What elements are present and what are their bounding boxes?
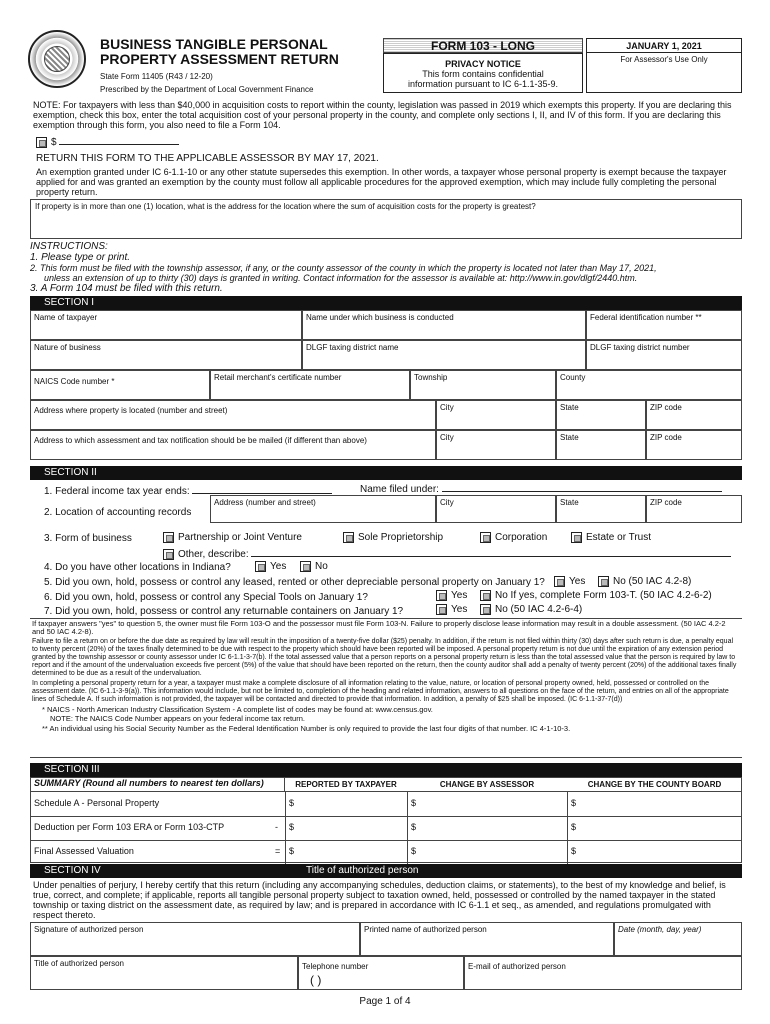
signature-label: Signature of authorized person: [34, 925, 144, 934]
business-name-field[interactable]: [302, 310, 586, 340]
q5-no[interactable]: [598, 576, 691, 587]
minus-sign: -: [275, 822, 278, 832]
sole-label: Sole Proprietorship: [358, 532, 444, 544]
corporation-label: Corporation: [495, 532, 548, 544]
records-state-label: State: [560, 498, 579, 507]
q4-no[interactable]: [300, 561, 328, 572]
q6-no-label: No If yes, complete Form 103-T. (50 IAC 4.2-6-2): [495, 590, 712, 602]
q7-no-label: No (50 IAC 4.2-6-4): [495, 604, 583, 616]
reported-header: REPORTED BY TAXPAYER: [285, 778, 407, 792]
instruction-3: 3. A Form 104 must be filed with this return.: [30, 283, 223, 294]
dollar: $: [411, 798, 417, 808]
name-filed-label: Name filed under:: [360, 484, 439, 495]
summary-header: SUMMARY (Round all numbers to nearest ten dollars): [31, 778, 285, 792]
board-deduction[interactable]: [571, 822, 576, 832]
property-state-field[interactable]: [556, 400, 646, 430]
records-zip-label: ZIP code: [650, 498, 682, 507]
printed-name-field[interactable]: [360, 922, 614, 956]
township-label: Township: [414, 373, 448, 382]
perjury-statement: Under penalties of perjury, I hereby certify that this return (including any accompanying schedules, deduction claims, or statements), to the best of my knowledge and belief, is true, correct, and complete; if applicable, reports all tangible personal property subject to taxation owned, held, possessed or controlled by the named taxpayer in the stated township or taxing district on the assessment date, as required by law; and is prepared in accordance with IC 6-1.1 et seq., as amended, and regulations promulgated with respect thereto.: [33, 880, 726, 920]
mailing-address-field[interactable]: [30, 430, 436, 460]
prescribed-by: Prescribed by the Department of Local Government Finance: [100, 85, 314, 94]
section-4-header: [30, 864, 742, 878]
printed-name-label: Printed name of authorized person: [364, 925, 487, 934]
estate-label: Estate or Trust: [586, 532, 652, 544]
q5-no-checkbox[interactable]: [598, 576, 609, 587]
property-state-label: State: [560, 403, 579, 412]
final-valuation-label: Final Assessed Valuation: [34, 846, 134, 856]
dollar: $: [571, 798, 577, 808]
mailing-address-label: Address to which assessment and tax notification should be be mailed (if different than above): [34, 436, 367, 445]
title-label: Title of authorized person: [34, 959, 124, 968]
title-line1: BUSINESS TANGIBLE PERSONAL: [100, 36, 328, 52]
privacy-title: PRIVACY NOTICE: [445, 59, 521, 69]
sole-checkbox[interactable]: [343, 532, 354, 543]
q6-yes[interactable]: [436, 590, 467, 601]
other-label: Other, describe:: [178, 549, 249, 560]
dollar: $: [571, 846, 577, 856]
signature-verification-title: Title of authorized person: [306, 865, 419, 876]
name-filed-field[interactable]: [442, 482, 722, 492]
state-form-number: State Form 11405 (R43 / 12-20): [100, 72, 213, 81]
q5-no-label: No (50 IAC 4.2-8): [613, 576, 692, 588]
mailing-zip-field[interactable]: [646, 430, 742, 460]
partnership-checkbox[interactable]: [163, 532, 174, 543]
naics-code-label: NAICS Code number *: [34, 377, 115, 386]
telephone-field[interactable]: [298, 956, 464, 990]
name-filed-under: [360, 482, 722, 495]
signature-field[interactable]: [30, 922, 360, 956]
q6-label: 6. Did you own, hold, possess or control any Special Tools on January 1?: [44, 592, 368, 603]
privacy-notice-box: [383, 53, 583, 93]
equals-sign: =: [275, 846, 281, 856]
page-number: Page 1 of 4: [359, 996, 411, 1007]
q4-yes-checkbox[interactable]: [255, 561, 266, 572]
q4-no-checkbox[interactable]: [300, 561, 311, 572]
dlgf-district-number-label: DLGF taxing district number: [590, 343, 690, 352]
q4-no-label: No: [315, 561, 328, 573]
instruction-2: 2. This form must be filed with the township assessor, if any, or the county assessor of the county in which the property is located not later than May 17, 2021,: [30, 263, 657, 273]
q7-yes[interactable]: [436, 604, 467, 615]
mailing-zip-label: ZIP code: [650, 433, 682, 442]
dollar: $: [289, 846, 295, 856]
date-field[interactable]: [614, 922, 742, 956]
section-1-header: SECTION I: [30, 296, 742, 310]
state-seal: [28, 30, 86, 88]
assessor-schedule-a[interactable]: [411, 798, 416, 808]
assessor-deduction[interactable]: [411, 822, 416, 832]
board-header: CHANGE BY THE COUNTY BOARD: [567, 778, 742, 792]
assessor-use-label: For Assessor's Use Only: [620, 55, 708, 64]
q7-label: 7. Did you own, hold, possess or control any returnable containers on January 1?: [44, 606, 404, 617]
schedule-a-label: Schedule A - Personal Property: [34, 798, 160, 808]
dollar: $: [289, 822, 295, 832]
instruction-2b: unless an extension of up to thirty (30) days is granted in writing. Contact information for the assessor is available at: http://www.in.gov/dlgf/2440.htm.: [44, 273, 638, 283]
email-field[interactable]: [464, 956, 742, 990]
form-number: FORM 103 - LONG: [383, 38, 583, 53]
reported-schedule-a[interactable]: [289, 798, 294, 808]
corporation-checkbox[interactable]: [480, 532, 491, 543]
section-2-header: SECTION II: [30, 466, 742, 480]
q4-other-locations: [44, 562, 231, 573]
property-address-label: Address where property is located (number and street): [34, 406, 228, 415]
assessor-final[interactable]: [411, 846, 416, 856]
mailing-city-label: City: [440, 433, 454, 442]
q7-no[interactable]: [480, 604, 582, 615]
form-date: JANUARY 1, 2021: [587, 39, 741, 53]
exemption-note: NOTE: For taxpayers with less than $40,000 in acquisition costs to report within the county, legislation was passed in 2019 which exempts this property. If you are declaring this exemption, check this box, enter the total acquisition cost of your personal property in the county, and complete only sections I, II, and IV of this form. If you are declaring this exemption through this form, you also need to file a Form 104.: [33, 100, 732, 130]
naics-note: * NAICS - North American Industry Classification System - A complete list of codes may be found at: www.census.gov.: [42, 705, 433, 714]
telephone-label: Telephone number: [302, 962, 369, 971]
q7-no-checkbox[interactable]: [480, 604, 491, 615]
nature-of-business-field[interactable]: [30, 340, 302, 370]
option-partnership[interactable]: [163, 532, 302, 543]
other-describe-field[interactable]: [251, 547, 731, 557]
property-city-field[interactable]: [436, 400, 556, 430]
q4-label: 4. Do you have other locations in Indiana?: [44, 562, 231, 573]
title-line2: PROPERTY ASSESSMENT RETURN: [100, 51, 339, 67]
exemption-statement: An exemption granted under IC 6-1.1-10 or any other statute supersedes this exemption. In other words, a taxpayer whose personal property is exempt because the taxpayer applied for and was granted an exemption by the county must follow all applicable procedures for the approved exemption, which may include fully completing the personal property return.: [36, 167, 727, 197]
dollar: $: [411, 846, 417, 856]
exemption-checkbox-row: [36, 135, 179, 148]
property-city-label: City: [440, 403, 454, 412]
mailing-state-field[interactable]: [556, 430, 646, 460]
summary-table: [30, 777, 742, 863]
privacy-line1: This form contains confidential: [422, 69, 544, 79]
retail-certificate-label: Retail merchant's certificate number: [214, 373, 342, 382]
county-field[interactable]: [556, 370, 742, 400]
tax-year-field[interactable]: [192, 484, 332, 494]
form-of-business-label: 3. Form of business: [44, 533, 132, 544]
option-corporation[interactable]: [480, 532, 547, 543]
dollar: $: [289, 798, 295, 808]
option-estate[interactable]: [571, 532, 651, 543]
reported-final[interactable]: [289, 846, 294, 856]
instruction-1: 1. Please type or print.: [30, 252, 131, 263]
q6-no[interactable]: [480, 590, 712, 601]
location-question-box[interactable]: [30, 199, 742, 239]
ssn-note: ** An individual using his Social Security Number as the Federal Identification Number is only required to provide the last four digits of that number. IC 4-1-10-3.: [42, 724, 571, 733]
q4-yes-label: Yes: [270, 561, 287, 573]
records-address-field[interactable]: [210, 495, 436, 523]
instructions-title: INSTRUCTIONS:: [30, 241, 108, 252]
county-label: County: [560, 373, 586, 382]
estate-checkbox[interactable]: [571, 532, 582, 543]
township-field[interactable]: [410, 370, 556, 400]
records-city-label: City: [440, 498, 454, 507]
section-2-notes: [30, 618, 742, 758]
q5-yes-label: Yes: [569, 576, 586, 588]
option-other[interactable]: [163, 547, 731, 560]
partnership-label: Partnership or Joint Venture: [178, 532, 302, 544]
records-city-field[interactable]: [436, 495, 556, 523]
email-label: E-mail of authorized person: [468, 962, 566, 971]
q5-label: 5. Did you own, hold, possess or control any leased, rented or other depreciable personal property on January 1?: [44, 577, 545, 588]
location-question: If property is in more than one (1) location, what is the address for the location where the sum of acquisition costs for the property is greatest?: [35, 202, 536, 211]
dlgf-district-name-field[interactable]: [302, 340, 586, 370]
name-of-taxpayer-field[interactable]: [30, 310, 302, 340]
dollar: $: [411, 822, 417, 832]
assessor-header: CHANGE BY ASSESSOR: [407, 778, 567, 792]
q6-no-checkbox[interactable]: [480, 590, 491, 601]
return-by-date: RETURN THIS FORM TO THE APPLICABLE ASSESSOR BY MAY 17, 2021.: [36, 153, 379, 164]
property-zip-field[interactable]: [646, 400, 742, 430]
dlgf-district-number-field[interactable]: [586, 340, 742, 370]
naics-code-field[interactable]: [30, 370, 210, 400]
records-zip-field[interactable]: [646, 495, 742, 523]
retail-certificate-field[interactable]: [210, 370, 410, 400]
option-sole[interactable]: [343, 532, 443, 543]
q6-yes-checkbox[interactable]: [436, 590, 447, 601]
q4-yes[interactable]: [255, 561, 286, 572]
property-address-field[interactable]: [30, 400, 436, 430]
q7-yes-checkbox[interactable]: [436, 604, 447, 615]
board-final[interactable]: [571, 846, 576, 856]
assessor-use-box: [586, 38, 742, 93]
date-label: Date (month, day, year): [618, 925, 702, 934]
records-state-field[interactable]: [556, 495, 646, 523]
tax-year-label: 1. Federal income tax year ends:: [44, 486, 190, 497]
other-checkbox[interactable]: [163, 549, 174, 560]
naics-note-b: NOTE: The NAICS Code Number appears on your federal income tax return.: [50, 714, 305, 723]
dlgf-district-name-label: DLGF taxing district name: [306, 343, 399, 352]
dollar-sign: $: [51, 137, 57, 148]
lease-note: If taxpayer answers "yes" to question 5, the owner must file Form 103-O and the possessor must file Form 103-N. Failure to properly disclose lease information may result in a double assessment. (50 IAC 4.2-2 and 50 IAC 4.2-8).: [32, 619, 726, 636]
section-3-header: SECTION III: [30, 763, 742, 777]
business-name-label: Name under which business is conducted: [306, 313, 454, 322]
property-zip-label: ZIP code: [650, 403, 682, 412]
records-address-label: Address (number and street): [214, 498, 316, 507]
federal-id-field[interactable]: [586, 310, 742, 340]
q6-yes-label: Yes: [451, 590, 468, 602]
privacy-line2: information pursuant to IC 6-1.1-35-9.: [407, 79, 559, 89]
exemption-checkbox[interactable]: [36, 137, 47, 148]
accounting-records-label: 2. Location of accounting records: [44, 507, 192, 518]
nature-of-business-label: Nature of business: [34, 343, 101, 352]
telephone-parens: ( ): [310, 973, 322, 987]
q7-yes-label: Yes: [451, 604, 468, 616]
federal-id-label: Federal identification number **: [590, 313, 702, 322]
board-schedule-a[interactable]: [571, 798, 576, 808]
disclosure-note: In completing a personal property return for a year, a taxpayer must make a complete disclosure of all information relating to the value, nature, or location of personal property owned, held, possessed or controlled on the assessment date. (IC 6-1.1-3-9(a)). This information would include, but not be limited to, completion of the heading and related information, answers to all questions on the face of the return, and entries on all of the appropriate lines of Schedule A. If such information is not provided, the taxpayer will be contacted and directed to provide that information. In addition, a penalty of $25 shall be imposed. (IC 6-1.1-37-7(d)): [32, 680, 729, 703]
penalty-note: Failure to file a return on or before the due date as required by law will result in the imposition of a twenty-five dollar ($25) penalty. In addition, if the return is not filed within thirty (30) days after such return is due, a penalty equal to twenty percent (20%) of the taxes finally determined to be due with respect to the property which should have been reported will be imposed. A personal property return is not due until the expiration of any extension period granted by the township assessor or county assessor under IC 6-1.1-3-7(b). If the total assessed value that a person reports on a personal property return is less than the total assessed value that the person is required by law to report and if the amount of the undervaluation exceeds five percent (5%) of the value that should have been reported on the return, then the county auditor shall add a penalty of twenty percent (20%) of the additional taxes finally determined to be due as a result of the undervaluation.: [32, 638, 737, 677]
mailing-city-field[interactable]: [436, 430, 556, 460]
deduction-label: Deduction per Form 103 ERA or Form 103-CTP: [34, 822, 225, 832]
mailing-state-label: State: [560, 433, 579, 442]
q5-yes-checkbox[interactable]: [554, 576, 565, 587]
title-field[interactable]: [30, 956, 298, 990]
section-4-label: SECTION IV: [44, 865, 101, 876]
name-of-taxpayer-label: Name of taxpayer: [34, 313, 98, 322]
dollar: $: [571, 822, 577, 832]
acquisition-cost-field[interactable]: [59, 135, 179, 145]
q5-yes[interactable]: [554, 576, 585, 587]
reported-deduction[interactable]: [289, 822, 294, 832]
